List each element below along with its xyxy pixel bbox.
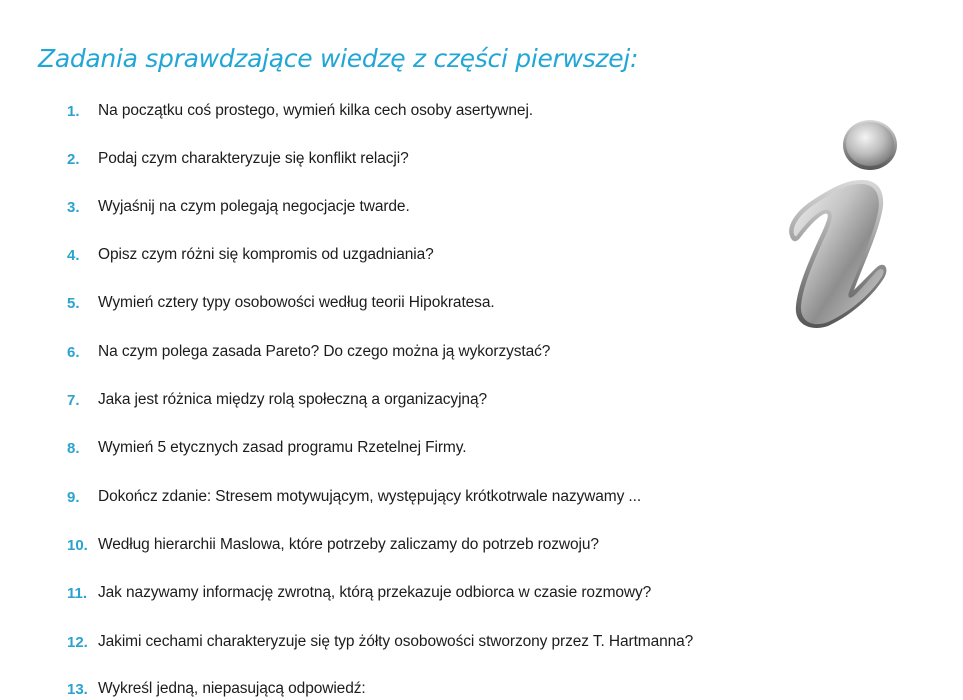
question-item-7 bbox=[67, 389, 487, 411]
question-text: Wykreśl jedną, niepasującą odpowiedź: bbox=[98, 680, 366, 697]
question-item-12 bbox=[67, 631, 693, 653]
question-item-8 bbox=[67, 437, 466, 459]
question-item-13 bbox=[67, 678, 366, 700]
question-text: Podaj czym charakteryzuje się konflikt relacji? bbox=[98, 150, 409, 167]
question-item-2 bbox=[67, 148, 409, 170]
question-number: 12. bbox=[67, 633, 88, 651]
question-number: 3. bbox=[67, 198, 80, 216]
question-number: 6. bbox=[67, 343, 80, 361]
question-number: 2. bbox=[67, 150, 80, 168]
question-text: Jakimi cechami charakteryzuje się typ żółty osobowości stworzony przez T. Hartmanna? bbox=[98, 633, 694, 650]
question-text: Opisz czym różni się kompromis od uzgadniania? bbox=[98, 246, 434, 263]
question-number: 8. bbox=[67, 439, 80, 457]
question-number: 9. bbox=[67, 488, 80, 506]
question-number: 1. bbox=[67, 102, 80, 120]
question-item-3 bbox=[67, 196, 410, 218]
info-icon bbox=[784, 118, 902, 332]
question-text: Wymień 5 etycznych zasad programu Rzetelnej Firmy. bbox=[98, 439, 467, 456]
question-text: Wyjaśnij na czym polegają negocjacje twarde. bbox=[98, 198, 410, 215]
page-title: Zadania sprawdzające wiedzę z części pierwszej: bbox=[38, 44, 639, 73]
question-item-11 bbox=[67, 582, 651, 604]
question-number: 4. bbox=[67, 246, 80, 264]
question-item-1 bbox=[67, 100, 533, 122]
question-text: Według hierarchii Maslowa, które potrzeby zaliczamy do potrzeb rozwoju? bbox=[98, 536, 599, 553]
question-text: Dokończ zdanie: Stresem motywującym, występujący krótkotrwale nazywamy ... bbox=[98, 488, 642, 505]
question-item-4 bbox=[67, 244, 434, 266]
question-text: Jak nazywamy informację zwrotną, którą przekazuje odbiorca w czasie rozmowy? bbox=[98, 584, 652, 601]
question-text: Wymień cztery typy osobowości według teorii Hipokratesa. bbox=[98, 294, 495, 311]
question-number: 13. bbox=[67, 680, 88, 698]
question-number: 10. bbox=[67, 536, 88, 554]
question-item-10 bbox=[67, 534, 599, 556]
question-item-9 bbox=[67, 486, 641, 508]
question-text: Na czym polega zasada Pareto? Do czego można ją wykorzystać? bbox=[98, 343, 551, 360]
question-text: Na początku coś prostego, wymień kilka cech osoby asertywnej. bbox=[98, 102, 533, 119]
question-item-6 bbox=[67, 341, 550, 363]
question-item-5 bbox=[67, 292, 495, 314]
question-number: 5. bbox=[67, 294, 80, 312]
question-number: 11. bbox=[67, 584, 88, 602]
question-text: Jaka jest różnica między rolą społeczną a organizacyjną? bbox=[98, 391, 487, 408]
question-number: 7. bbox=[67, 391, 80, 409]
